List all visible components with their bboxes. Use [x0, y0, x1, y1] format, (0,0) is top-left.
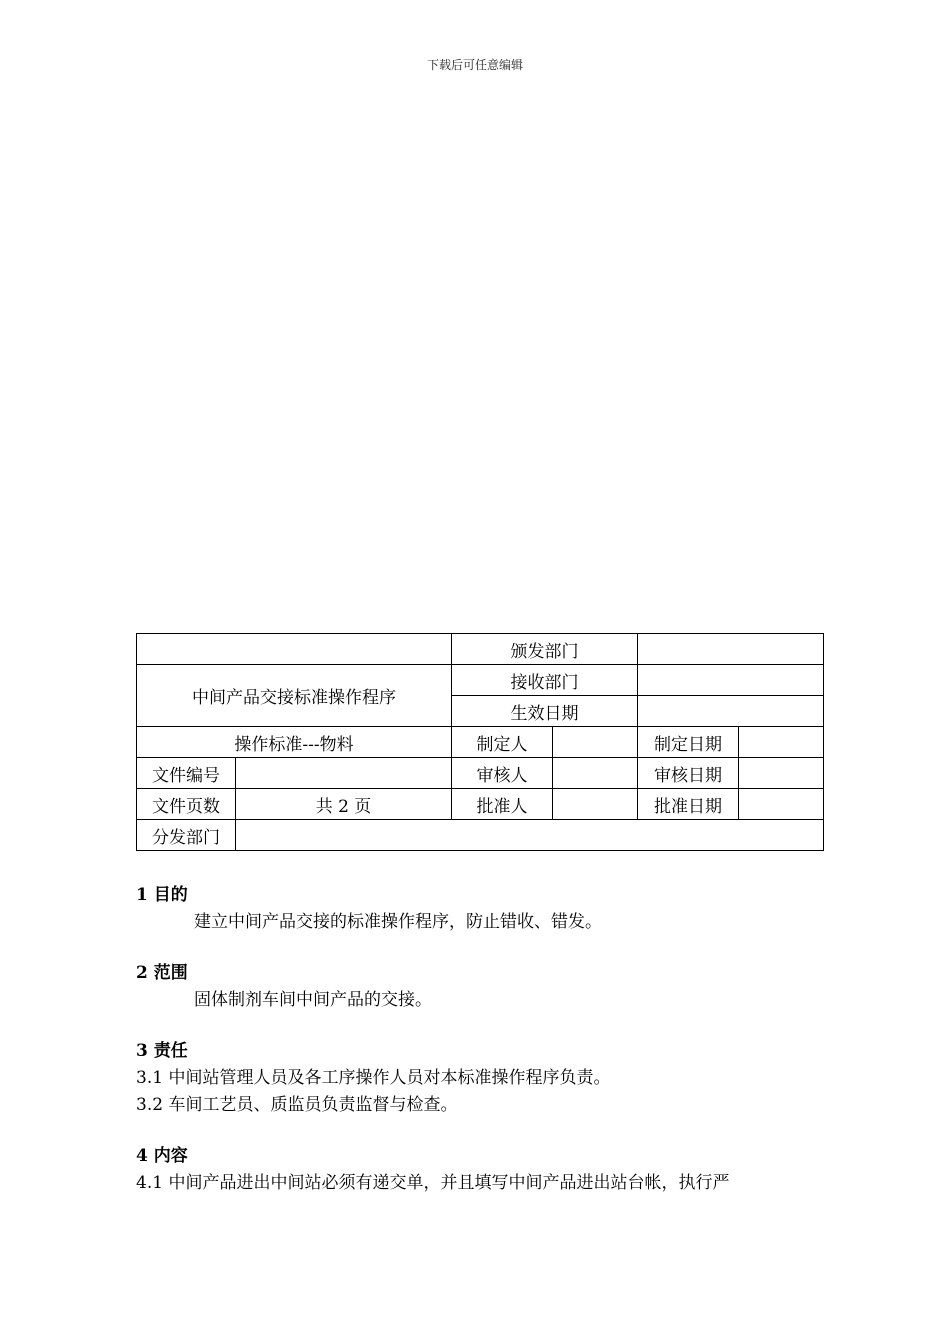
section-title-responsibility: 3 责任	[136, 1041, 188, 1061]
document-body	[136, 882, 836, 1197]
responsibility-item-3-1: 3.1 中间站管理人员及各工序操作人员对本标准操作程序负责。	[136, 1068, 611, 1088]
issue-dept-label: 颁发部门	[452, 634, 638, 665]
doc-number-label: 文件编号	[137, 758, 236, 789]
section-title-purpose: 1 目的	[136, 885, 188, 905]
review-date-label: 审核日期	[638, 758, 739, 789]
table-row	[137, 634, 824, 665]
table-row	[137, 789, 824, 820]
doc-number-value	[236, 758, 452, 789]
page-count-value: 共 2 页	[236, 789, 452, 820]
approve-date-value	[739, 789, 824, 820]
table-row	[137, 758, 824, 789]
table-row	[137, 727, 824, 758]
prepared-by-label: 制定人	[452, 727, 553, 758]
section-text-purpose: 建立中间产品交接的标准操作程序，防止错收、错发。	[194, 912, 602, 932]
content-item-4-1: 4.1 中间产品进出中间站必须有递交单，并且填写中间产品进出站台帐，执行严	[136, 1173, 730, 1193]
approver-label: 批准人	[452, 789, 553, 820]
prepared-date-label: 制定日期	[638, 727, 739, 758]
receive-dept-value	[638, 665, 824, 696]
effective-date-value	[638, 696, 824, 727]
effective-date-label: 生效日期	[452, 696, 638, 727]
receive-dept-label: 接收部门	[452, 665, 638, 696]
distribution-value	[236, 820, 824, 851]
section-title-content: 4 内容	[136, 1146, 188, 1166]
title-top-cell	[137, 634, 452, 665]
approve-date-label: 批准日期	[638, 789, 739, 820]
prepared-by-value	[553, 727, 638, 758]
reviewer-label: 审核人	[452, 758, 553, 789]
page-count-label: 文件页数	[137, 789, 236, 820]
section-title-scope: 2 范围	[136, 963, 188, 983]
document-title: 中间产品交接标准操作程序	[137, 665, 452, 727]
issue-dept-value	[638, 634, 824, 665]
review-date-value	[739, 758, 824, 789]
header-note: 下载后可任意编辑	[426, 58, 523, 72]
document-control-table	[136, 633, 824, 851]
reviewer-value	[553, 758, 638, 789]
distribution-label: 分发部门	[137, 820, 236, 851]
section-text-scope: 固体制剂车间中间产品的交接。	[194, 990, 432, 1010]
responsibility-item-3-2: 3.2 车间工艺员、质监员负责监督与检查。	[136, 1095, 458, 1115]
approver-value	[553, 789, 638, 820]
document-category: 操作标准---物料	[137, 727, 452, 758]
table-row	[137, 665, 824, 696]
table-row	[137, 820, 824, 851]
prepared-date-value	[739, 727, 824, 758]
